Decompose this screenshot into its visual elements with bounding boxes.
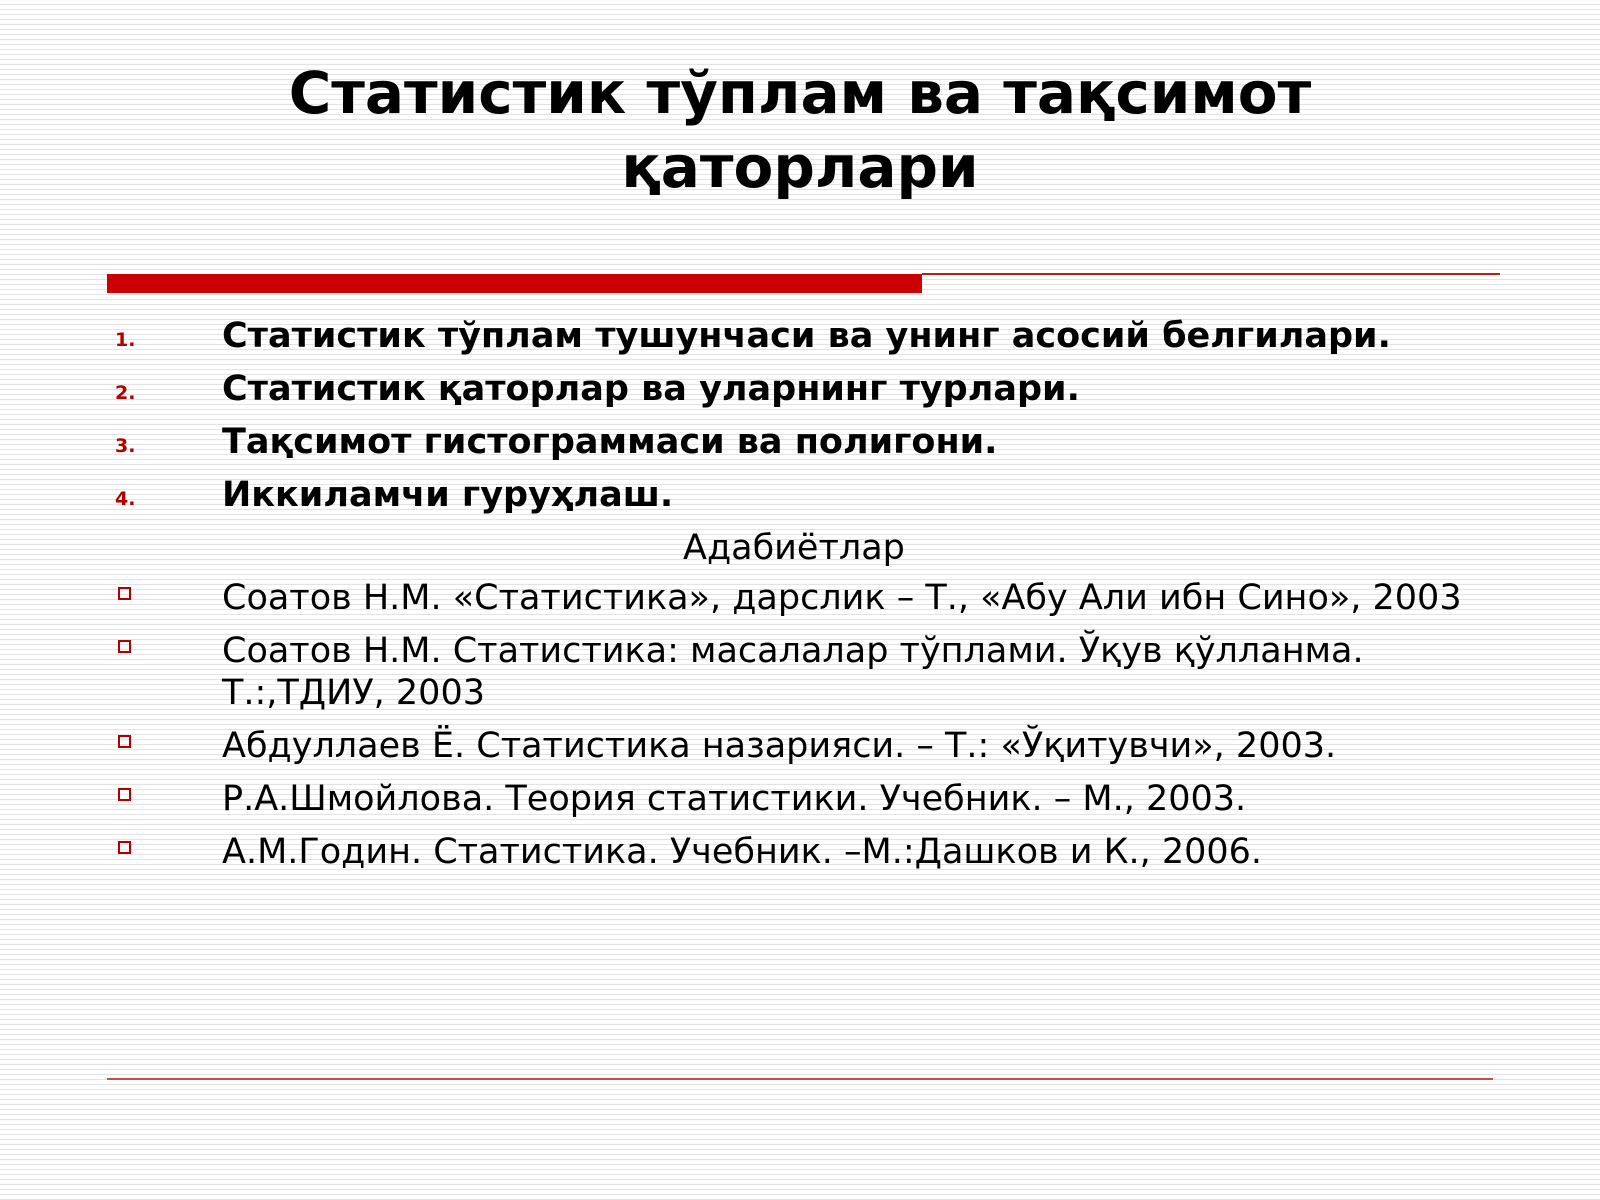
slide-title-line-1: Статистик тўплам ва тақсимот <box>288 59 1312 127</box>
topic-number: 4. <box>115 488 136 510</box>
square-bullet-icon <box>118 587 131 600</box>
reference-text: Абдуллаев Ё. Статистика назарияси. – Т.: «Ўқитувчи», 2003. <box>222 726 1337 766</box>
slide-title-line-2: қаторлари <box>621 133 979 201</box>
reference-item <box>0 725 1600 767</box>
square-bullet-icon <box>118 640 131 653</box>
reference-item <box>0 630 1600 714</box>
topic-number: 3. <box>115 435 136 457</box>
topic-item <box>0 418 1600 471</box>
topic-text: Статистик қаторлар ва уларнинг турлари. <box>222 369 1080 409</box>
title-divider-thin <box>922 273 1500 275</box>
reference-item <box>0 778 1600 820</box>
references-heading <box>0 524 1600 577</box>
topic-item <box>0 312 1600 365</box>
reference-text: Соатов Н.М. Статистика: масалалар тўплами. Ўқув қўлланма. Т.:,ТДИУ, 2003 <box>222 631 1364 713</box>
topic-text: Иккиламчи гуруҳлаш. <box>222 475 674 515</box>
slide-body <box>0 312 1600 884</box>
square-bullet-icon <box>118 735 131 748</box>
reference-item <box>0 577 1600 619</box>
topic-item <box>0 365 1600 418</box>
topic-text: Тақсимот гистограммаси ва полигони. <box>222 422 998 462</box>
slide-title <box>0 56 1600 204</box>
topic-number: 1. <box>115 329 136 351</box>
title-divider-thick <box>107 274 922 293</box>
references-heading-text: Адабиётлар <box>683 528 905 568</box>
topic-text: Статистик тўплам тушунчаси ва унинг асосий белгилари. <box>222 316 1391 356</box>
square-bullet-icon <box>118 841 131 854</box>
topic-item <box>0 471 1600 524</box>
reference-text: Р.А.Шмойлова. Теория статистики. Учебник. – М., 2003. <box>222 779 1247 819</box>
reference-item <box>0 831 1600 873</box>
reference-text: Соатов Н.М. «Статистика», дарслик – Т., «Абу Али ибн Сино», 2003 <box>222 578 1462 618</box>
reference-text: А.М.Годин. Статистика. Учебник. –М.:Дашков и К., 2006. <box>222 832 1263 872</box>
square-bullet-icon <box>118 788 131 801</box>
topic-number: 2. <box>115 382 136 404</box>
footer-divider <box>107 1078 1493 1080</box>
